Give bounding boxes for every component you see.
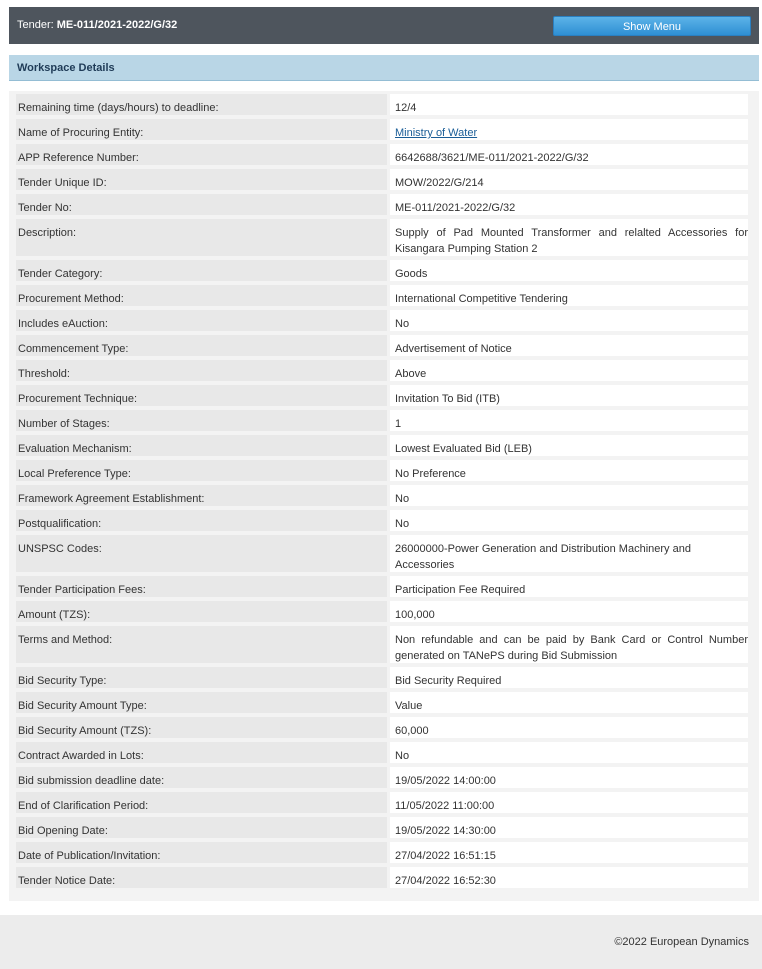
detail-value: No [390,310,748,331]
detail-label: Commencement Type: [16,335,387,356]
detail-value: Value [390,692,748,713]
detail-value: 27/04/2022 16:52:30 [390,867,748,888]
detail-label: APP Reference Number: [16,144,387,165]
detail-label: Procurement Technique: [16,385,387,406]
detail-row [16,717,748,738]
detail-row [16,535,748,572]
detail-row [16,144,748,165]
detail-value: Bid Security Required [390,667,748,688]
procuring-entity-link[interactable]: Ministry of Water [395,127,478,139]
detail-label: Tender Unique ID: [16,169,387,190]
detail-row [16,219,748,256]
detail-row [16,842,748,863]
detail-value: 26000000-Power Generation and Distribution Machinery and Accessories [390,535,748,572]
detail-value: 11/05/2022 11:00:00 [390,792,748,813]
show-menu-button[interactable]: Show Menu [553,16,751,36]
detail-row [16,692,748,713]
detail-row [16,360,748,381]
detail-row [16,742,748,763]
detail-label: Postqualification: [16,510,387,531]
copyright-text: ©2022 European Dynamics [614,936,749,948]
detail-value: International Competitive Tendering [390,285,748,306]
tender-number: ME-011/2021-2022/G/32 [56,19,178,31]
detail-label: Name of Procuring Entity: [16,119,387,140]
detail-row [16,460,748,481]
detail-label: Framework Agreement Establishment: [16,485,387,506]
detail-label: Local Preference Type: [16,460,387,481]
detail-row [16,285,748,306]
detail-value [390,119,748,140]
details-panel [9,91,759,901]
detail-row [16,169,748,190]
detail-row [16,792,748,813]
detail-label: Tender Participation Fees: [16,576,387,597]
detail-value: ME-011/2021-2022/G/32 [390,194,748,215]
detail-value: Participation Fee Required [390,576,748,597]
footer [0,915,762,969]
detail-label: Tender Notice Date: [16,867,387,888]
detail-value: Lowest Evaluated Bid (LEB) [390,435,748,456]
detail-label: Evaluation Mechanism: [16,435,387,456]
top-bar [9,7,759,44]
detail-label: UNSPSC Codes: [16,535,387,572]
detail-row [16,767,748,788]
detail-label: Threshold: [16,360,387,381]
detail-label: Contract Awarded in Lots: [16,742,387,763]
detail-label: Bid Security Amount Type: [16,692,387,713]
detail-row [16,94,748,115]
detail-row [16,867,748,888]
detail-value: No [390,485,748,506]
detail-row [16,260,748,281]
detail-row [16,194,748,215]
detail-value: Invitation To Bid (ITB) [390,385,748,406]
detail-row [16,576,748,597]
detail-label: Terms and Method: [16,626,387,663]
detail-label: Amount (TZS): [16,601,387,622]
detail-label: Bid Security Amount (TZS): [16,717,387,738]
detail-label: Number of Stages: [16,410,387,431]
detail-value: No [390,742,748,763]
detail-value: Goods [390,260,748,281]
detail-value: 19/05/2022 14:00:00 [390,767,748,788]
detail-label: Includes eAuction: [16,310,387,331]
detail-label: End of Clarification Period: [16,792,387,813]
detail-row [16,626,748,663]
detail-value: 12/4 [390,94,748,115]
detail-value: Supply of Pad Mounted Transformer and relalted Accessories for Kisangara Pumping Station 2 [390,219,748,256]
detail-label: Tender Category: [16,260,387,281]
detail-row [16,485,748,506]
detail-row [16,119,748,140]
detail-row [16,667,748,688]
detail-value: No [390,510,748,531]
detail-label: Tender No: [16,194,387,215]
detail-value: No Preference [390,460,748,481]
tender-prefix: Tender: [17,19,54,31]
detail-label: Procurement Method: [16,285,387,306]
tender-title [17,19,177,31]
detail-row [16,601,748,622]
detail-value: 6642688/3621/ME-011/2021-2022/G/32 [390,144,748,165]
detail-label: Bid submission deadline date: [16,767,387,788]
detail-value: 60,000 [390,717,748,738]
detail-label: Date of Publication/Invitation: [16,842,387,863]
detail-row [16,385,748,406]
detail-value: 27/04/2022 16:51:15 [390,842,748,863]
detail-row [16,410,748,431]
detail-value: 19/05/2022 14:30:00 [390,817,748,838]
detail-value: 100,000 [390,601,748,622]
detail-row [16,335,748,356]
detail-label: Bid Security Type: [16,667,387,688]
section-header [9,55,759,81]
detail-value: Advertisement of Notice [390,335,748,356]
detail-value: 1 [390,410,748,431]
section-title: Workspace Details [17,62,115,74]
detail-row [16,817,748,838]
detail-row [16,510,748,531]
detail-value: Non refundable and can be paid by Bank Card or Control Number generated on TANePS during Bid Submission [390,626,748,663]
detail-row [16,435,748,456]
detail-label: Description: [16,219,387,256]
detail-label: Bid Opening Date: [16,817,387,838]
detail-label: Remaining time (days/hours) to deadline: [16,94,387,115]
detail-value: MOW/2022/G/214 [390,169,748,190]
detail-value: Above [390,360,748,381]
detail-row [16,310,748,331]
